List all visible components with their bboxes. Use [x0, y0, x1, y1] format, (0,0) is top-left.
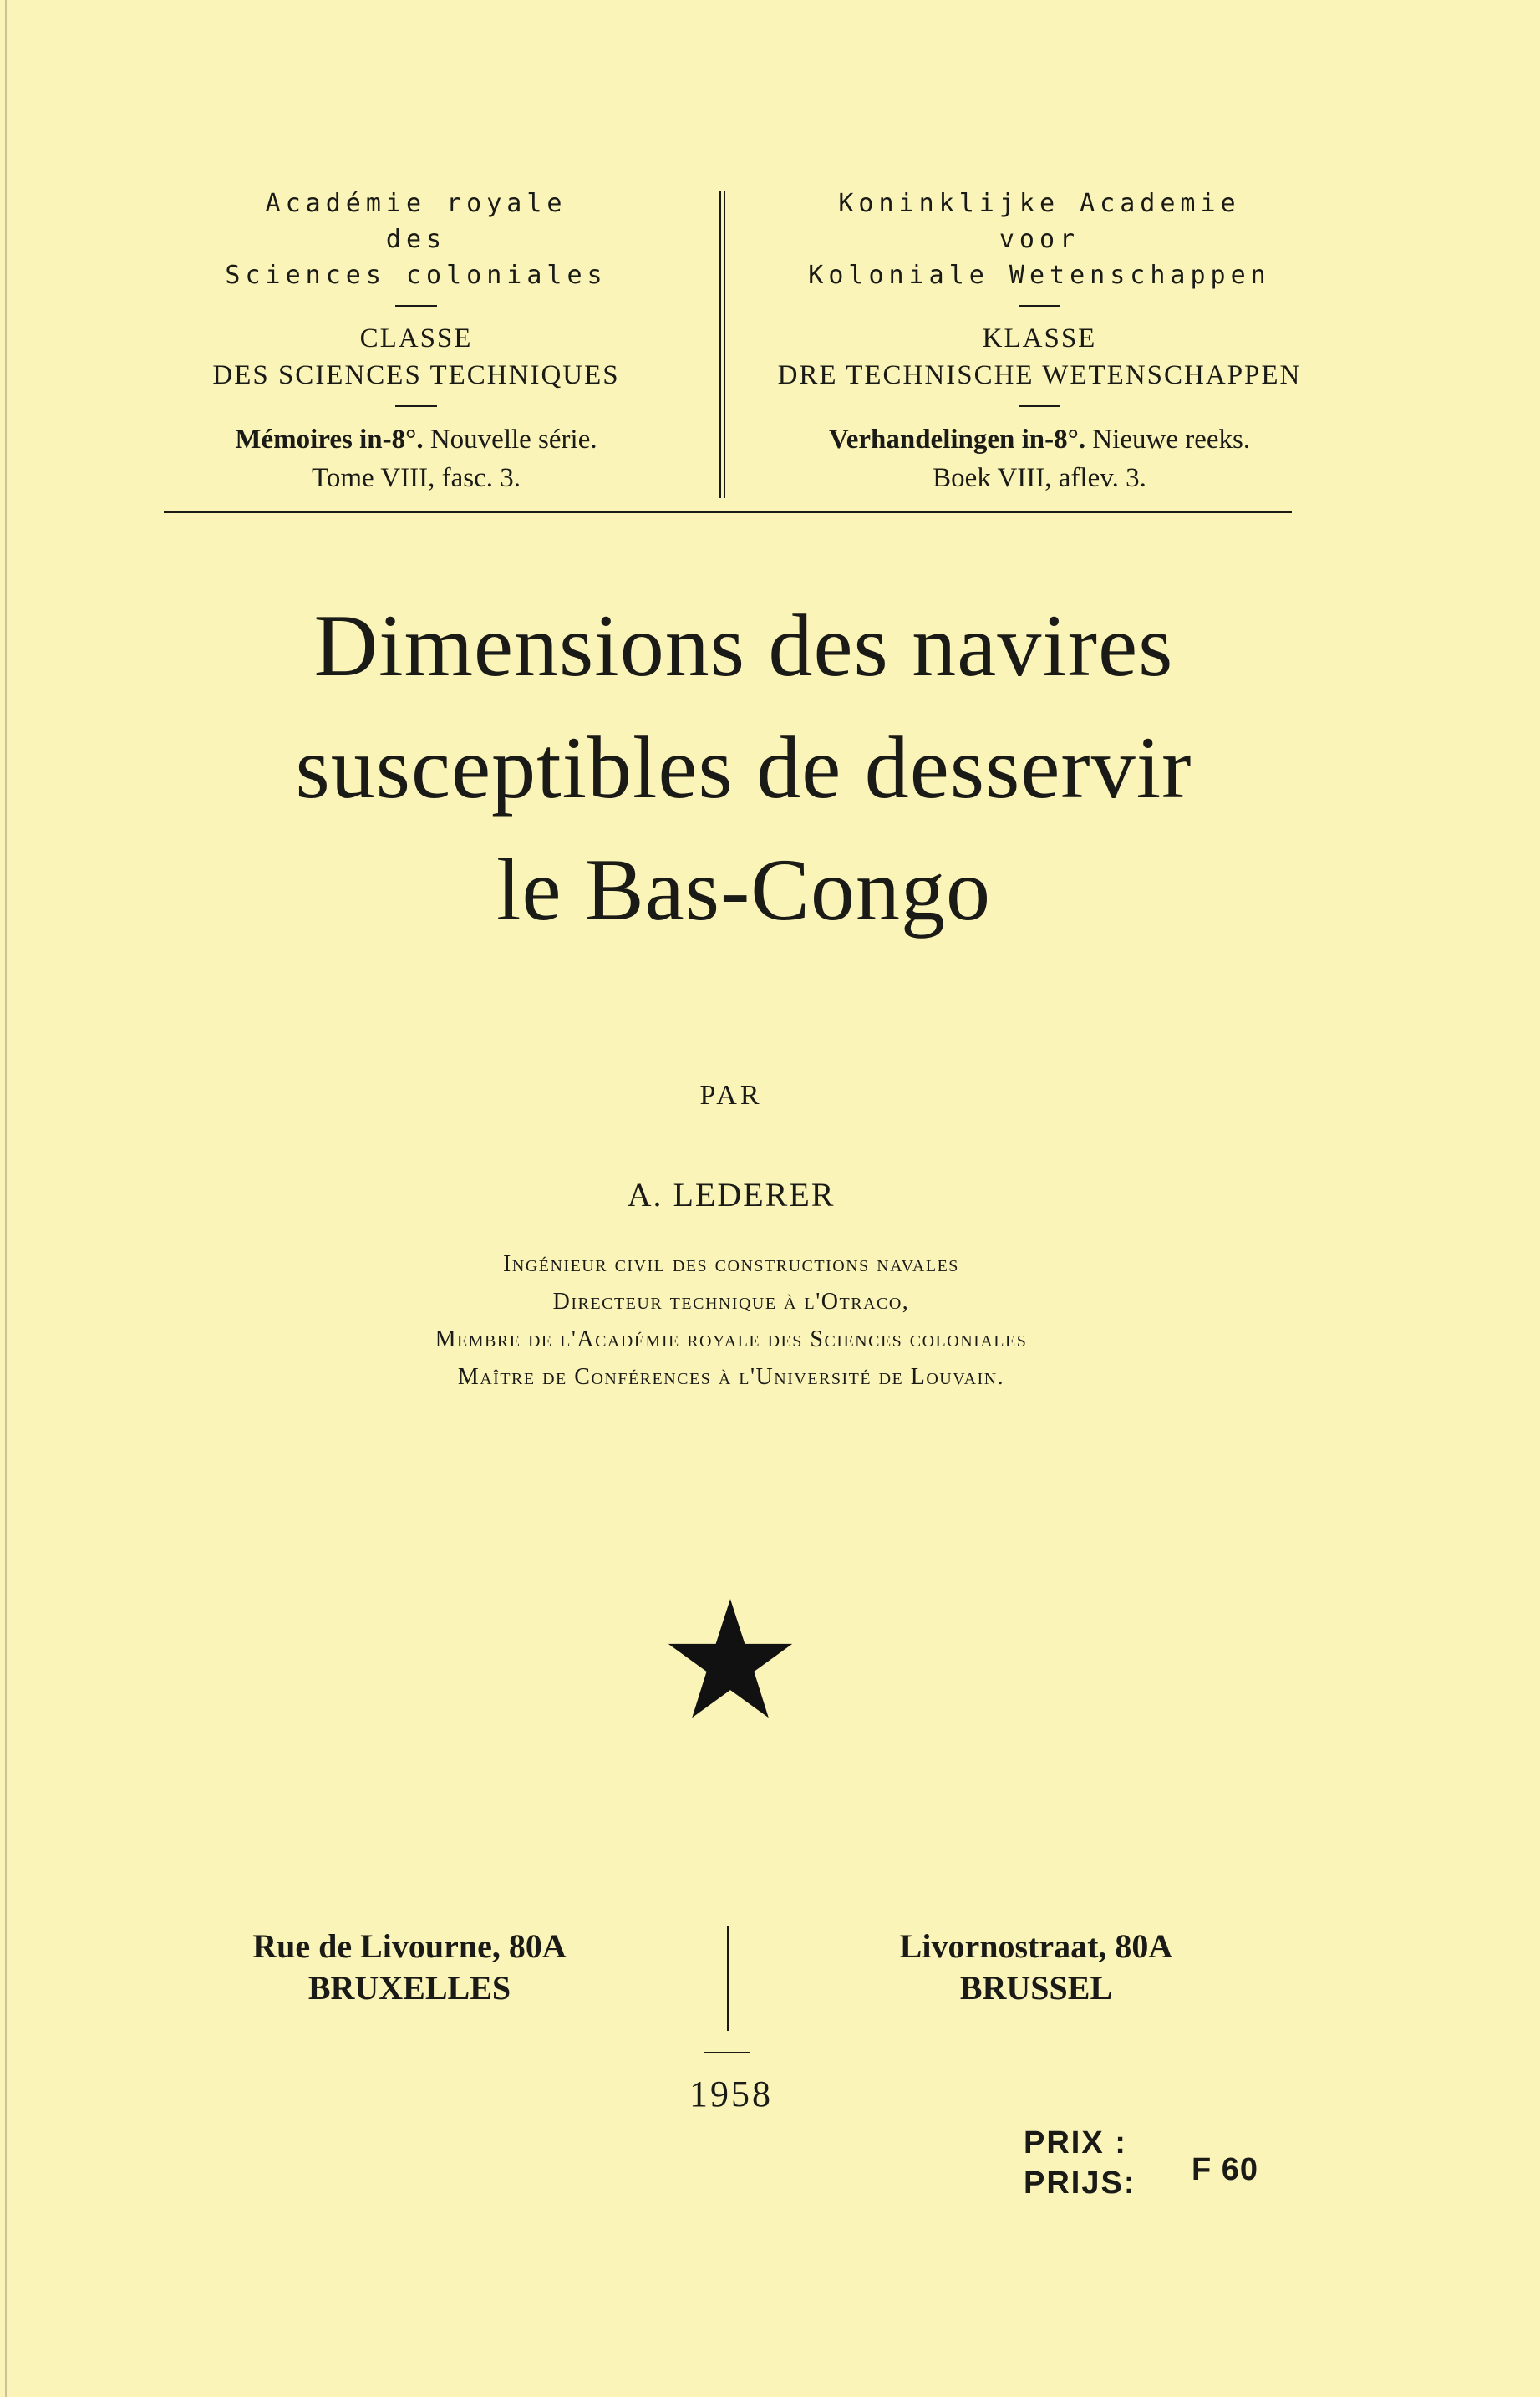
footer-dash — [704, 2052, 750, 2053]
tome-line: Boek VIII, aflev. 3. — [933, 463, 1146, 493]
header-divider — [719, 191, 721, 498]
separator-dash — [395, 405, 437, 407]
institution-line-1: Koninklijke Academie — [838, 189, 1241, 218]
address-street: Livornostraat, 80A — [899, 1927, 1173, 1965]
institution-line-3: Koloniale Wetenschappen — [808, 261, 1271, 290]
address-street: Rue de Livourne, 80A — [252, 1927, 567, 1965]
price-value: F 60 — [1192, 2152, 1259, 2187]
header-rule — [164, 511, 1292, 513]
separator-dash — [1019, 405, 1060, 407]
price-label-nl: PRIJS: — [1024, 2165, 1136, 2201]
institution-line-2: voor — [999, 225, 1080, 254]
tome-line: Tome VIII, fasc. 3. — [312, 463, 521, 493]
qualification-line: Directeur technique à l'Otraco, — [552, 1289, 910, 1315]
publication-year: 1958 — [689, 2074, 773, 2115]
series-bold: Verhandelingen in-8°. — [828, 425, 1086, 455]
page-title — [100, 585, 1387, 951]
series-rest: Nouvelle série. — [423, 425, 597, 455]
title-line-2: susceptibles de desservir — [295, 719, 1192, 817]
address-city: BRUXELLES — [307, 1969, 511, 2007]
classe-line-2: DES SCIENCES TECHNIQUES — [212, 360, 620, 390]
series-line — [99, 420, 734, 459]
header-left-column — [99, 186, 734, 497]
separator-dash — [1019, 305, 1060, 307]
separator-dash — [395, 305, 437, 307]
address-left — [175, 1926, 643, 2009]
footer-divider — [727, 1926, 729, 2031]
address-city: BRUSSEL — [959, 1969, 1113, 2007]
classe-line-1: KLASSE — [982, 323, 1097, 354]
qualification-line: Ingénieur civil des constructions navales — [503, 1251, 959, 1277]
star-icon — [663, 1596, 797, 1722]
institution-line-2: des — [385, 225, 447, 254]
series-line — [722, 420, 1357, 459]
series-rest: Nieuwe reeks. — [1085, 425, 1251, 455]
classe-line-2: DRE TECHNISCHE WETENSCHAPPEN — [777, 360, 1302, 390]
qualification-line: Maître de Conférences à l'Université de Louvain. — [457, 1364, 1005, 1390]
author-qualifications — [0, 1245, 1462, 1396]
title-line-1: Dimensions des navires — [313, 597, 1174, 695]
address-right — [802, 1926, 1270, 2009]
qualification-line: Membre de l'Académie royale des Sciences coloniales — [435, 1326, 1028, 1352]
price-labels — [1024, 2123, 1136, 2203]
institution-line-3: Sciences coloniales — [225, 261, 607, 290]
price-label-fr: PRIX : — [1024, 2125, 1127, 2160]
series-bold: Mémoires in-8°. — [235, 425, 424, 455]
header-right-column — [722, 186, 1357, 497]
institution-line-1: Académie royale — [265, 189, 567, 218]
author-name: A. LEDERER — [627, 1176, 836, 1214]
classe-line-1: CLASSE — [359, 323, 473, 354]
par-label: PAR — [699, 1080, 763, 1111]
title-line-3: le Bas-Congo — [496, 841, 991, 939]
